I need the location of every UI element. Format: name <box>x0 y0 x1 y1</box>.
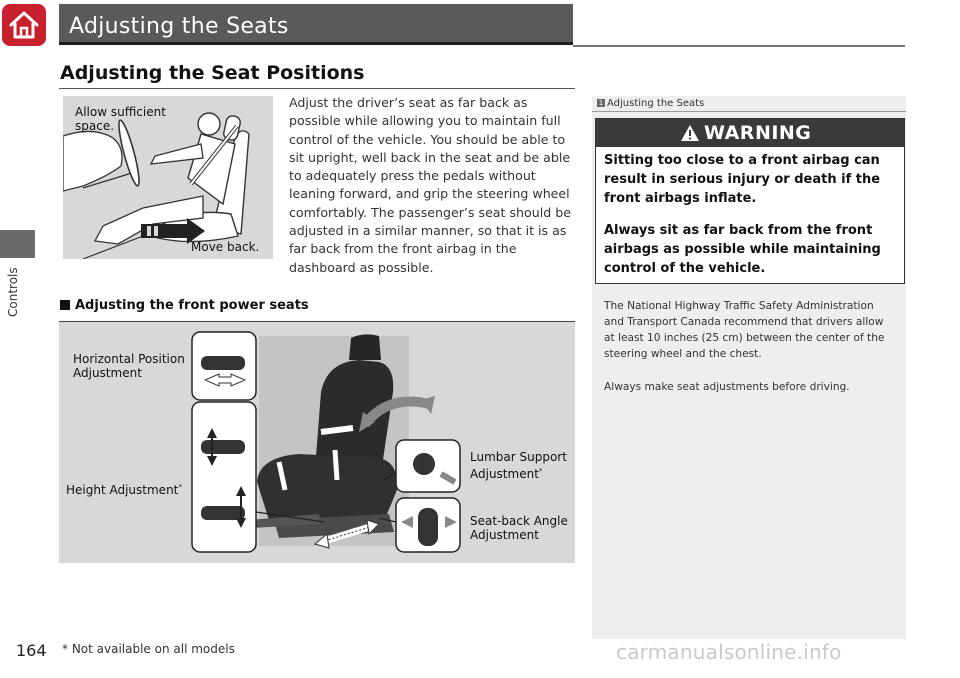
watermark: carmanualsonline.info <box>616 640 842 664</box>
lumbar-label-line2: Adjustment <box>470 467 539 481</box>
reference-title-text: Adjusting the Seats <box>607 98 705 109</box>
section-body: Adjust the driver’s seat as far back as possible while allowing you to maintain full control of the vehicle. You should be able to sit upright, well back in the seat and be able to adequately press the pedals without leaning forward, and grip the steering wheel comfortably. The passenger’s seat should be adjusted in a similar manner, so that it is as far back from the front airbag in the dashboard as possible. <box>289 95 571 275</box>
height-adjustment-label <box>66 480 182 497</box>
reference-rule <box>592 111 906 112</box>
seatback-adjustment-label <box>470 514 568 542</box>
warning-title: WARNING <box>704 122 812 144</box>
warning-header <box>596 119 904 147</box>
warning-icon <box>680 124 700 142</box>
subsection-heading <box>60 298 309 313</box>
warning-text-1: Sitting too close to a front airbag can result in serious injury or death if the front airbags inflate. <box>604 153 881 206</box>
allow-space-label <box>75 105 166 133</box>
adjust-before-driving-note: Always make seat adjustments before driving. <box>604 381 850 393</box>
seatback-label-line1: Seat-back Angle <box>470 514 568 528</box>
horizontal-adjustment-label <box>73 352 185 380</box>
lumbar-label-line1: Lumbar Support <box>470 450 567 464</box>
power-seat-illustration <box>59 322 575 563</box>
title-rule <box>573 45 905 47</box>
horizontal-label-line1: Horizontal Position <box>73 352 185 366</box>
section-tab[interactable] <box>0 230 35 258</box>
nhtsa-note: The National Highway Traffic Safety Administration and Transport Canada recommend that drivers allow at least 10 inches (25 cm) between the center of the steering wheel and the chest. <box>604 300 885 360</box>
page-title-bar <box>59 4 573 45</box>
reference-icon: 1 <box>598 99 604 107</box>
home-icon <box>7 8 41 42</box>
lumbar-adjustment-label <box>470 450 567 481</box>
height-label-asterisk: * <box>178 483 182 491</box>
page-title: Adjusting the Seats <box>69 14 289 39</box>
section-rule <box>59 88 575 89</box>
height-label-text: Height Adjustment <box>66 483 179 497</box>
seat-position-illustration <box>63 96 273 259</box>
section-tab-label: Controls <box>6 267 20 317</box>
lumbar-label-asterisk: * <box>538 467 543 475</box>
seatback-label-line2: Adjustment <box>470 528 539 542</box>
section-heading: Adjusting the Seat Positions <box>60 62 365 84</box>
warning-text-2: Always sit as far back from the front airbags as possible while maintaining control of the vehicle. <box>604 223 881 276</box>
reference-title <box>597 98 704 109</box>
warning-box <box>595 118 905 284</box>
bullet-square-icon <box>60 300 70 310</box>
footnote: * Not available on all models <box>62 642 235 656</box>
page-number: 164 <box>16 641 47 660</box>
subsection-heading-text: Adjusting the front power seats <box>75 298 309 313</box>
home-button[interactable] <box>2 4 46 46</box>
allow-space-line2: space. <box>75 119 115 133</box>
side-notes-panel <box>592 96 906 639</box>
move-back-label: Move back. <box>191 240 260 254</box>
allow-space-line1: Allow sufficient <box>75 105 166 119</box>
horizontal-label-line2: Adjustment <box>73 366 142 380</box>
